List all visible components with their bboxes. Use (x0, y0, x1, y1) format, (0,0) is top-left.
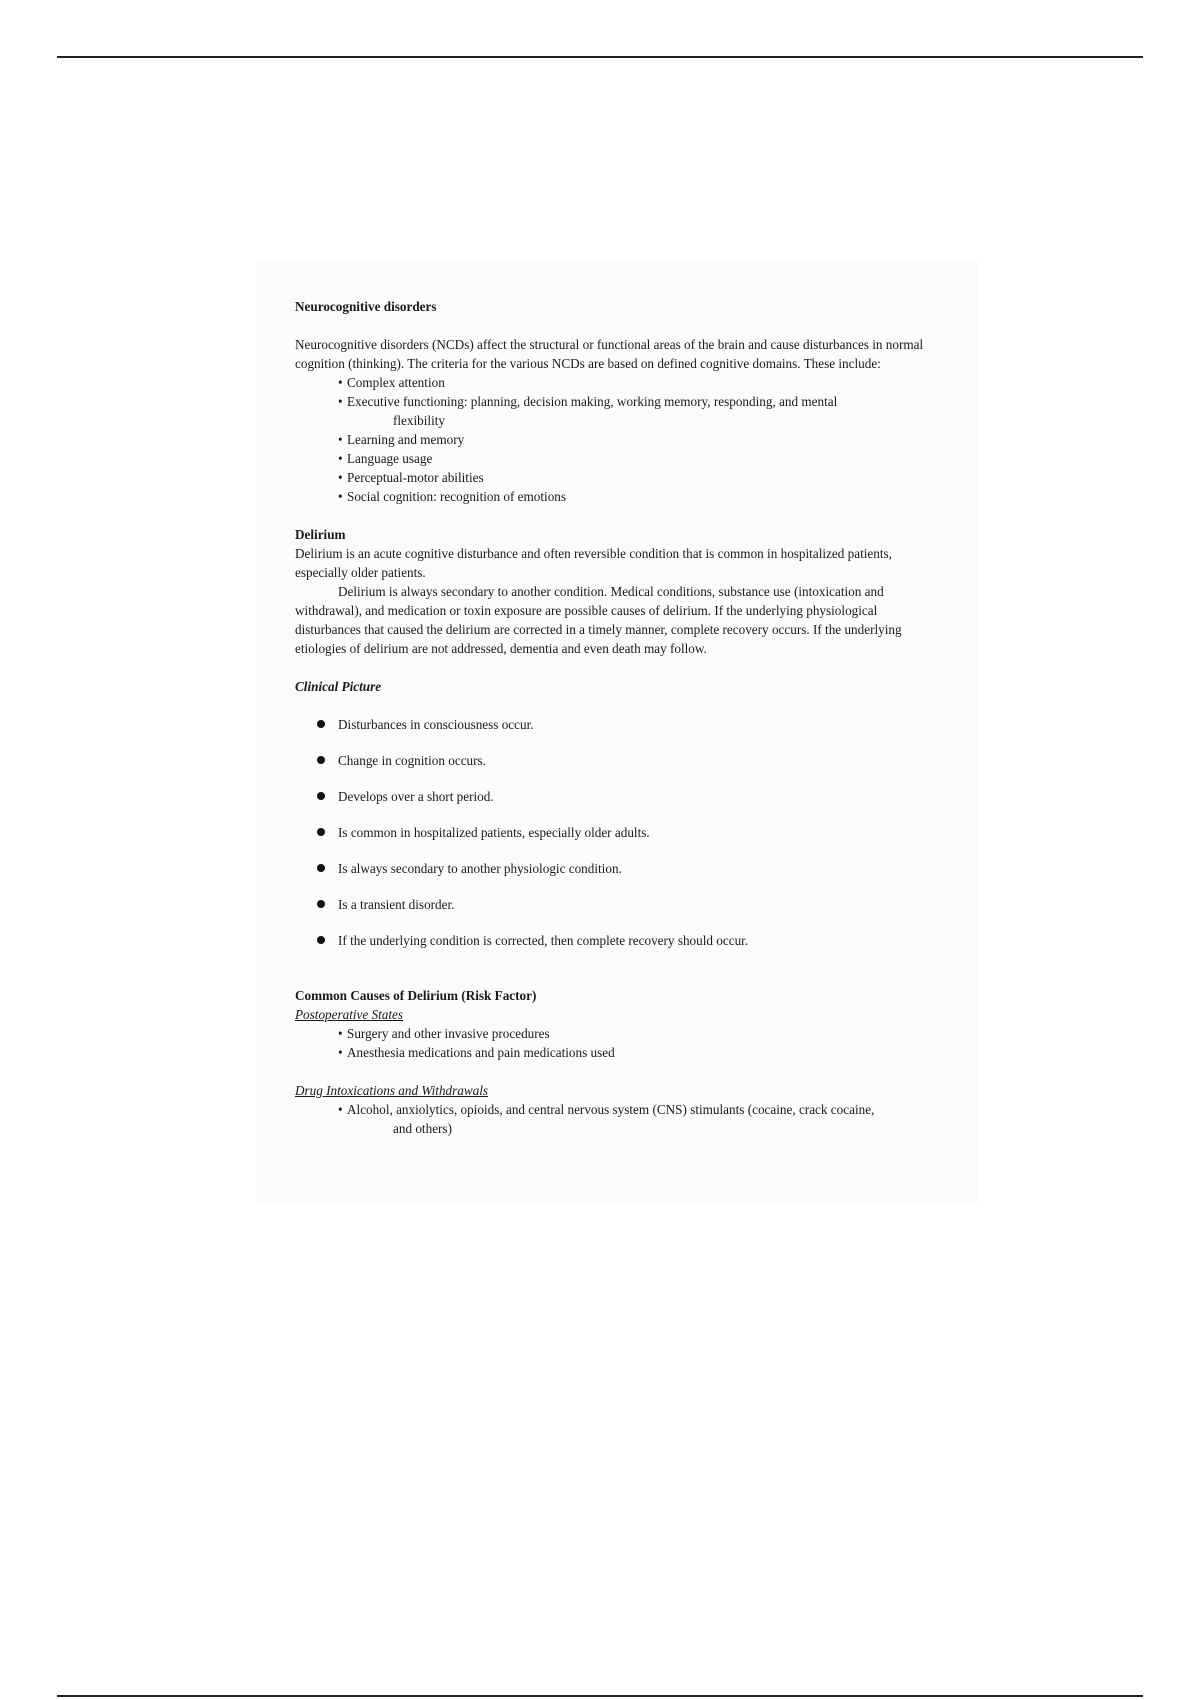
intro-paragraph: Neurocognitive disorders (NCDs) affect the structural or functional areas of the brain and cause disturbances in normal cognition (thinking). The criteria for the various NCDs are based on defined cognitive domains. These include: (295, 337, 924, 371)
clinical-picture-list (295, 715, 941, 950)
bottom-rule (57, 1695, 1143, 1697)
list-item: • Alcohol, anxiolytics, opioids, and central nervous system (CNS) stimulants (cocaine, crack cocaine, and others) (338, 1102, 875, 1136)
list-item: • Executive functioning: planning, decision making, working memory, responding, and mental flexibility (338, 394, 838, 428)
list-item: • Language usage (338, 451, 433, 466)
list-item: • Complex attention (338, 375, 445, 390)
document-body (295, 297, 941, 1138)
list-item: • Anesthesia medications and pain medications used (338, 1045, 615, 1060)
clinical-picture-heading: Clinical Picture (295, 679, 382, 694)
list-item: • Social cognition: recognition of emotions (338, 489, 567, 504)
list-item: If the underlying condition is corrected, then complete recovery should occur. (317, 931, 941, 950)
delirium-paragraph-2: Delirium is always secondary to another condition. Medical conditions, substance use (intoxication and withdrawal), and medication or toxin exposure are possible causes of delirium. If the underlying physiological disturbances that caused the delirium are corrected in a timely manner, complete recovery occurs. If the underlying etiologies of delirium are not addressed, dementia and even death may follow. (295, 584, 902, 656)
bullet-dot-icon (317, 936, 325, 944)
bullet-icon: • (338, 432, 343, 447)
bullet-dot-icon (317, 792, 325, 800)
bullet-icon: • (338, 1102, 343, 1117)
bullet-icon: • (338, 451, 343, 466)
list-item: Is common in hospitalized patients, especially older adults. (317, 823, 941, 842)
bullet-dot-icon (317, 828, 325, 836)
list-item: • Perceptual-motor abilities (338, 470, 484, 485)
top-rule (57, 56, 1143, 58)
list-item: Develops over a short period. (317, 787, 941, 806)
drug-intoxications-heading: Drug Intoxications and Withdrawals (295, 1083, 489, 1098)
postoperative-list (295, 1024, 941, 1062)
bullet-dot-icon (317, 864, 325, 872)
document-title: Neurocognitive disorders (295, 299, 437, 314)
bullet-icon: • (338, 1026, 343, 1041)
causes-heading: Common Causes of Delirium (Risk Factor) (295, 988, 537, 1003)
bullet-dot-icon (317, 756, 325, 764)
cognitive-domains-list (295, 373, 941, 506)
list-item: • Learning and memory (338, 432, 465, 447)
bullet-icon: • (338, 470, 343, 485)
drug-intoxications-list (295, 1100, 941, 1138)
bullet-icon: • (338, 394, 343, 409)
list-item: Change in cognition occurs. (317, 751, 941, 770)
list-item: Is always secondary to another physiologic condition. (317, 859, 941, 878)
bullet-icon: • (338, 375, 343, 390)
bullet-icon: • (338, 489, 343, 504)
list-item: • Surgery and other invasive procedures (338, 1026, 550, 1041)
postoperative-heading: Postoperative States (295, 1007, 404, 1022)
list-item: Disturbances in consciousness occur. (317, 715, 941, 734)
delirium-paragraph-1: Delirium is an acute cognitive disturbance and often reversible condition that is common in hospitalized patients, especially older patients. (295, 546, 892, 580)
bullet-dot-icon (317, 720, 325, 728)
bullet-icon: • (338, 1045, 343, 1060)
delirium-heading: Delirium (295, 527, 346, 542)
bullet-dot-icon (317, 900, 325, 908)
list-item: Is a transient disorder. (317, 895, 941, 914)
